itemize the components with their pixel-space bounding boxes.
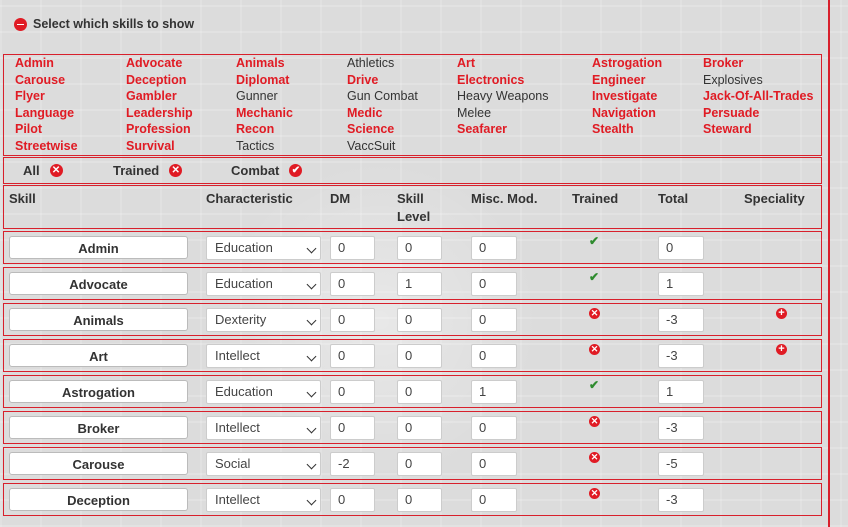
skill-toggle-athletics[interactable]: Athletics — [347, 56, 395, 70]
skill-toggle-diplomat[interactable]: Diplomat — [236, 72, 290, 87]
table-row — [3, 447, 822, 480]
chevron-down-icon — [307, 388, 317, 398]
header-total: Total — [658, 191, 689, 206]
skill-selector-grid — [3, 54, 822, 156]
characteristic-select[interactable] — [206, 344, 321, 368]
characteristic-select[interactable] — [206, 380, 321, 404]
chevron-down-icon — [307, 316, 317, 326]
total-field: -3 — [658, 344, 704, 368]
header-trained: Trained — [572, 191, 619, 206]
characteristic-select[interactable] — [206, 236, 321, 260]
skill-level-field[interactable]: 1 — [397, 272, 442, 296]
skill-toggle-pilot[interactable]: Pilot — [15, 122, 43, 137]
characteristic-value: Education — [215, 384, 273, 399]
skill-name-button[interactable]: Astrogation — [9, 380, 188, 403]
skill-level-field[interactable]: 0 — [397, 344, 442, 368]
skill-toggle-gunner[interactable]: Gunner — [236, 89, 278, 104]
skill-toggle-animals[interactable]: Animals — [236, 56, 285, 70]
total-field: -3 — [658, 308, 704, 332]
misc-mod-field[interactable]: 0 — [471, 308, 517, 332]
characteristic-value: Intellect — [215, 348, 260, 363]
skill-toggle-engineer[interactable]: Engineer — [592, 72, 646, 87]
skill-toggle-astrogation[interactable]: Astrogation — [592, 56, 663, 70]
chevron-down-icon — [307, 280, 317, 290]
filter-label: Trained — [113, 163, 160, 178]
filter-bar — [3, 157, 822, 184]
filter-all[interactable] — [23, 163, 63, 178]
total-field: -3 — [658, 488, 704, 512]
x-circle-icon: ✕ — [590, 308, 599, 318]
header-skill-level-line1: Skill — [397, 191, 424, 206]
skill-level-field[interactable]: 0 — [397, 416, 442, 440]
check-icon: ✔ — [589, 378, 600, 392]
skill-toggle-carouse[interactable]: Carouse — [15, 72, 66, 87]
skill-name-button[interactable]: Carouse — [9, 452, 188, 475]
skill-toggle-language[interactable]: Language — [15, 105, 75, 120]
header-speciality: Speciality — [744, 191, 805, 206]
skill-level-field[interactable]: 0 — [397, 236, 442, 260]
plus-circle-icon[interactable]: + — [776, 308, 787, 319]
skill-toggle-survival[interactable]: Survival — [126, 139, 175, 153]
skills-filter-header[interactable] — [14, 17, 194, 31]
dm-field[interactable]: -2 — [330, 452, 375, 476]
skill-toggle-deception[interactable]: Deception — [126, 72, 187, 87]
chevron-down-icon — [307, 352, 317, 362]
skill-name-button[interactable]: Admin — [9, 236, 188, 259]
skill-toggle-recon[interactable]: Recon — [236, 122, 275, 137]
skill-toggle-profession[interactable]: Profession — [126, 122, 191, 137]
misc-mod-field[interactable]: 0 — [471, 272, 517, 296]
dm-field[interactable]: 0 — [330, 488, 375, 512]
characteristic-select[interactable] — [206, 308, 321, 332]
skill-toggle-seafarer[interactable]: Seafarer — [457, 122, 508, 137]
misc-mod-field[interactable]: 0 — [471, 236, 517, 260]
dm-field[interactable]: 0 — [330, 344, 375, 368]
skill-toggle-science[interactable]: Science — [347, 122, 395, 137]
skill-toggle-advocate[interactable]: Advocate — [126, 56, 183, 70]
total-field: 0 — [658, 236, 704, 260]
skill-toggle-art[interactable]: Art — [457, 56, 476, 70]
header-skill-level-line2: Level — [397, 209, 431, 224]
chevron-down-icon — [307, 496, 317, 506]
skill-level-field[interactable]: 0 — [397, 488, 442, 512]
skill-name-button[interactable]: Animals — [9, 308, 188, 331]
skill-toggle-investigate[interactable]: Investigate — [592, 89, 658, 104]
total-field: 1 — [658, 380, 704, 404]
characteristic-select[interactable] — [206, 416, 321, 440]
chevron-down-icon — [307, 460, 317, 470]
chevron-down-icon — [307, 424, 317, 434]
table-row — [3, 267, 822, 300]
dm-field[interactable]: 0 — [330, 236, 375, 260]
skill-toggle-mechanic[interactable]: Mechanic — [236, 105, 293, 120]
skill-toggle-broker[interactable]: Broker — [703, 56, 744, 70]
table-row — [3, 411, 822, 444]
misc-mod-field[interactable]: 0 — [471, 488, 517, 512]
skill-toggle-medic[interactable]: Medic — [347, 105, 383, 120]
filter-label: Combat — [231, 163, 280, 178]
skill-level-field[interactable]: 0 — [397, 452, 442, 476]
check-circle-icon[interactable]: ✔ — [289, 164, 302, 177]
check-icon: ✔ — [589, 270, 600, 284]
check-icon: ✔ — [589, 234, 600, 248]
total-field: -3 — [658, 416, 704, 440]
table-row — [3, 375, 822, 408]
dm-field[interactable]: 0 — [330, 308, 375, 332]
x-circle-icon: ✕ — [590, 344, 599, 354]
x-circle-icon[interactable]: ✕ — [50, 164, 63, 177]
skill-toggle-jack-of-all-trades[interactable]: Jack-Of-All-Trades — [703, 89, 814, 104]
skill-toggle-leadership[interactable]: Leadership — [126, 105, 193, 120]
skill-toggle-electronics[interactable]: Electronics — [457, 72, 525, 87]
skill-toggle-gun-combat[interactable]: Gun Combat — [347, 89, 418, 104]
characteristic-select[interactable] — [206, 488, 321, 512]
header-skill: Skill — [9, 191, 36, 206]
total-field: 1 — [658, 272, 704, 296]
chevron-down-icon — [307, 244, 317, 254]
skill-level-field[interactable]: 0 — [397, 308, 442, 332]
skill-name-button[interactable]: Advocate — [9, 272, 188, 295]
skill-toggle-persuade[interactable]: Persuade — [703, 105, 760, 120]
characteristic-value: Social — [215, 456, 251, 471]
filter-label: All — [23, 163, 40, 178]
skill-level-field[interactable]: 0 — [397, 380, 442, 404]
characteristic-value: Intellect — [215, 492, 260, 507]
header-skill-level — [397, 190, 430, 226]
plus-circle-icon[interactable]: + — [776, 344, 787, 355]
misc-mod-field[interactable]: 1 — [471, 380, 517, 404]
header-text: Select which skills to show — [33, 17, 195, 31]
table-row — [3, 231, 822, 264]
misc-mod-field[interactable]: 0 — [471, 344, 517, 368]
table-row — [3, 339, 822, 372]
characteristic-value: Intellect — [215, 420, 260, 435]
skill-toggle-explosives[interactable]: Explosives — [703, 72, 763, 87]
skill-name-button[interactable]: Broker — [9, 416, 188, 439]
skill-name-button[interactable]: Art — [9, 344, 188, 367]
skill-toggle-flyer[interactable]: Flyer — [15, 89, 45, 104]
skill-toggle-tactics[interactable]: Tactics — [236, 139, 275, 153]
skill-toggle-melee[interactable]: Melee — [457, 105, 492, 120]
filter-trained[interactable] — [113, 163, 182, 178]
table-header — [3, 185, 822, 229]
characteristic-select[interactable] — [206, 272, 321, 296]
table-row — [3, 483, 822, 516]
skill-toggle-drive[interactable]: Drive — [347, 72, 379, 87]
skill-toggle-navigation[interactable]: Navigation — [592, 105, 656, 120]
skill-toggle-steward[interactable]: Steward — [703, 122, 752, 137]
minus-circle-icon[interactable] — [14, 18, 27, 31]
header-characteristic: Characteristic — [206, 191, 293, 206]
right-border-rule — [828, 0, 830, 527]
misc-mod-field[interactable]: 0 — [471, 416, 517, 440]
dm-field[interactable]: 0 — [330, 272, 375, 296]
skill-toggle-admin[interactable]: Admin — [15, 56, 54, 70]
skill-toggle-gambler[interactable]: Gambler — [126, 89, 177, 104]
skill-toggle-vaccsuit[interactable]: VaccSuit — [347, 139, 396, 153]
header-misc-mod: Misc. Mod. — [471, 191, 538, 206]
characteristic-value: Education — [215, 276, 273, 291]
characteristic-select[interactable] — [206, 452, 321, 476]
misc-mod-field[interactable]: 0 — [471, 452, 517, 476]
x-circle-icon: ✕ — [590, 488, 599, 498]
characteristic-value: Education — [215, 240, 273, 255]
x-circle-icon: ✕ — [590, 452, 599, 462]
characteristic-value: Dexterity — [215, 312, 267, 327]
skill-toggle-streetwise[interactable]: Streetwise — [15, 139, 78, 153]
table-row — [3, 303, 822, 336]
dm-field[interactable]: 0 — [330, 416, 375, 440]
skill-toggle-stealth[interactable]: Stealth — [592, 122, 634, 137]
total-field: -5 — [658, 452, 704, 476]
x-circle-icon[interactable]: ✕ — [169, 164, 182, 177]
skill-toggle-heavy-weapons[interactable]: Heavy Weapons — [457, 89, 549, 104]
dm-field[interactable]: 0 — [330, 380, 375, 404]
x-circle-icon: ✕ — [590, 416, 599, 426]
header-dm: DM — [330, 191, 351, 206]
skill-name-button[interactable]: Deception — [9, 488, 188, 511]
filter-combat[interactable] — [231, 163, 302, 178]
